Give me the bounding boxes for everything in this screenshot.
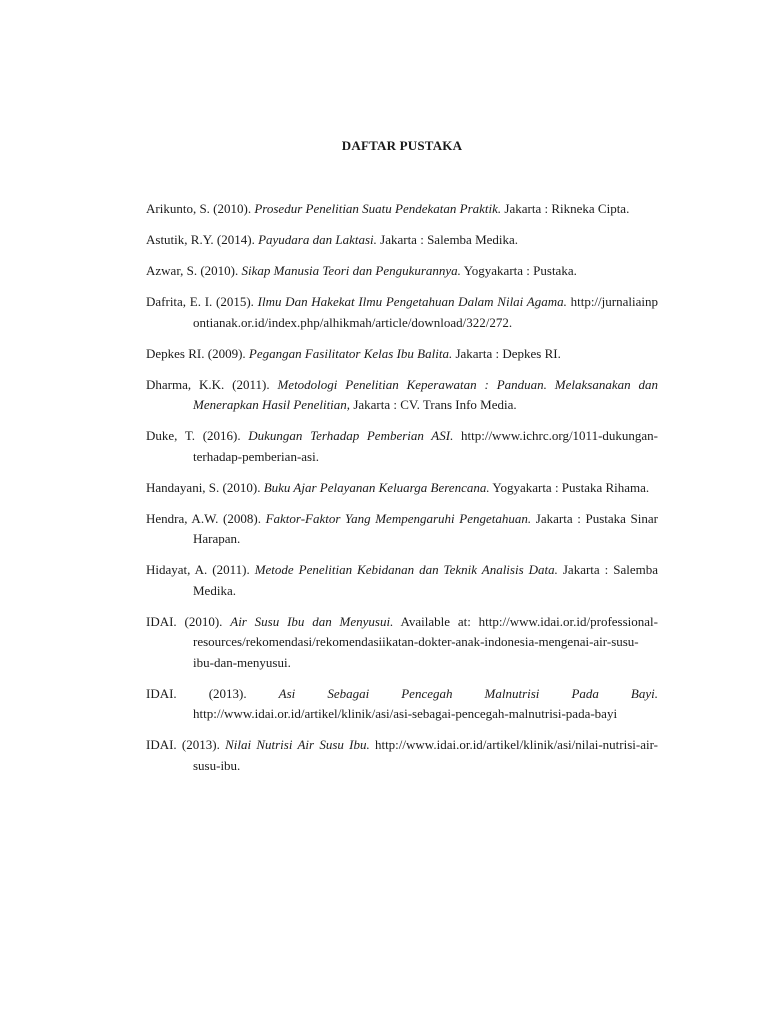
reference-publisher: Jakarta : CV. Trans Info Media. — [350, 397, 517, 412]
reference-author: IDAI. (2013). — [146, 737, 226, 752]
reference-publisher: http://www.ichrc.org/1011-dukungan-terhadap-pemberian-asi. — [193, 428, 659, 464]
reference-title: Dukungan Terhadap Pemberian ASI. — [248, 428, 454, 443]
reference-item — [146, 612, 658, 674]
reference-author: IDAI. (2010). — [146, 613, 231, 629]
reference-title: Asi Sebagai Pencegah Malnutrisi Pada Bayi. — [278, 685, 659, 701]
reference-title: Metode Penelitian Kebidanan dan Teknik Analisis Data. — [254, 562, 558, 577]
reference-publisher: Available at: http://www.idai.or.id/professional-resources/rekomendasi/rekomendasiikatan-dokter-anak-indonesia-mengenai-air-susu-ibu-dan-menyusui. — [193, 613, 658, 670]
reference-title: Buku Ajar Pelayanan Keluarga Berencana. — [263, 479, 490, 495]
reference-item — [146, 344, 658, 365]
reference-item — [146, 478, 658, 499]
reference-publisher: Jakarta : Pustaka Sinar Harapan. — [193, 510, 658, 546]
reference-title: Faktor-Faktor Yang Mempengaruhi Pengetahuan. — [265, 510, 532, 526]
reference-publisher: http://jurnaliainpontianak.or.id/index.php/alhikmah/article/download/322/272. — [193, 294, 658, 330]
reference-author: Dafrita, E. I. (2015). — [146, 294, 258, 309]
reference-item — [146, 509, 658, 550]
reference-publisher: Jakarta : Salemba Medika. — [376, 232, 519, 247]
reference-author: Hidayat, A. (2011). — [146, 562, 255, 577]
reference-item — [146, 426, 658, 467]
reference-title: Metodologi Penelitian Keperawatan : Panduan. Melaksanakan dan Menerapkan Hasil Penelitian, — [193, 376, 658, 412]
reference-item — [146, 261, 658, 282]
reference-item — [146, 735, 658, 776]
reference-title: Payudara dan Laktasi. — [258, 232, 377, 247]
reference-author: Hendra, A.W. (2008). — [146, 510, 266, 526]
reference-author: IDAI. (2013). — [146, 685, 279, 701]
reference-author: Azwar, S. (2010). — [146, 263, 242, 278]
reference-publisher: Jakarta : Salemba Medika. — [193, 562, 659, 598]
reference-author: Dharma, K.K. (2011). — [146, 376, 278, 392]
reference-author: Arikunto, S. (2010). — [146, 201, 255, 216]
reference-title: Ilmu Dan Hakekat Ilmu Pengetahuan Dalam Nilai Agama. — [257, 294, 567, 309]
reference-title: Nilai Nutrisi Air Susu Ibu. — [225, 737, 370, 752]
reference-author: Duke, T. (2016). — [146, 428, 249, 443]
reference-title: Sikap Manusia Teori dan Pengukurannya. — [241, 263, 461, 278]
reference-item — [146, 684, 658, 725]
reference-item — [146, 230, 658, 251]
reference-publisher: Yogyakarta : Pustaka. — [460, 263, 577, 278]
reference-item — [146, 560, 658, 601]
page-title: DAFTAR PUSTAKA — [341, 138, 463, 153]
reference-title: Air Susu Ibu dan Menyusui. — [230, 613, 394, 629]
reference-item — [146, 292, 658, 333]
reference-item — [146, 199, 658, 220]
reference-publisher: http://www.idai.or.id/artikel/klinik/asi/asi-sebagai-pencegah-malnutrisi-pada-bayi — [193, 706, 618, 721]
reference-title: Prosedur Penelitian Suatu Pendekatan Praktik. — [254, 201, 502, 216]
reference-publisher: http://www.idai.or.id/artikel/klinik/asi/nilai-nutrisi-air-susu-ibu. — [193, 737, 659, 773]
reference-author: Depkes RI. (2009). — [146, 345, 249, 361]
reference-item — [146, 375, 658, 416]
reference-author: Handayani, S. (2010). — [146, 479, 264, 495]
reference-publisher: Yogyakarta : Pustaka Rihama. — [489, 479, 650, 495]
reference-list — [146, 199, 658, 787]
reference-publisher: Jakarta : Rikneka Cipta. — [501, 201, 630, 216]
reference-title: Pegangan Fasilitator Kelas Ibu Balita. — [248, 345, 453, 361]
reference-publisher: Jakarta : Depkes RI. — [452, 345, 561, 361]
reference-author: Astutik, R.Y. (2014). — [146, 232, 259, 247]
